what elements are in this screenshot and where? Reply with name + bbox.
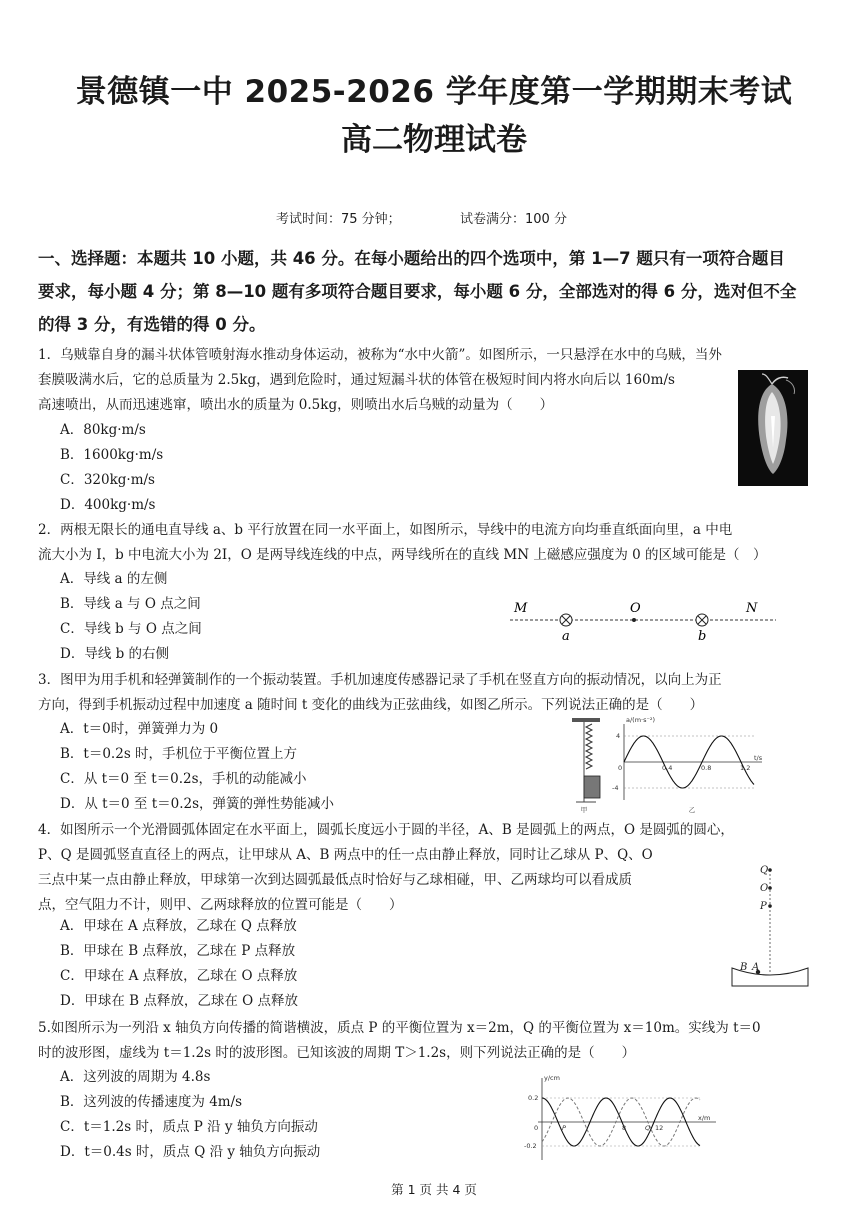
tick-y-bottom: -4 xyxy=(612,784,619,792)
question-4-options xyxy=(60,914,298,1014)
section-line: 一、选择题：本题共 10 小题，共 46 分。在每小题给出的四个选项中，第 1—7 题只有一项符合题目 xyxy=(38,249,785,268)
wave-figure xyxy=(520,1072,720,1164)
label-o: O xyxy=(630,601,641,616)
option-c: C．t＝1.2s 时，质点 P 沿 y 轴负方向振动 xyxy=(60,1119,318,1135)
wires-figure xyxy=(508,596,778,644)
squid-photo xyxy=(738,370,808,486)
spring-phone-figure xyxy=(566,716,766,814)
tick-x3: 1.2 xyxy=(740,764,751,772)
question-5-options xyxy=(60,1065,320,1165)
option-a: A．这列波的周期为 4.8s xyxy=(60,1069,211,1085)
section-line: 要求，每小题 4 分；第 8—10 题有多项符合题目要求，每小题 6 分，全部选对的得 6 分，选对但不全 xyxy=(38,282,797,301)
option-a: A．导线 a 的左侧 xyxy=(60,571,168,587)
question-3 xyxy=(38,668,722,718)
option-d: D．导线 b 的右侧 xyxy=(60,646,170,662)
label-a: a xyxy=(562,629,570,644)
tick-x1: 0.4 xyxy=(662,764,673,772)
option-c: C．从 t＝0 至 t＝0.2s，手机的动能减小 xyxy=(60,771,307,787)
question-text: 4．如图所示一个光滑圆弧体固定在水平面上，圆弧长度远小于圆的半径，A、B 是圆弧上的两点，O 是圆弧的圆心， xyxy=(38,822,734,838)
option-a: A．80kg·m/s xyxy=(60,422,146,438)
label-p: P xyxy=(562,1124,566,1132)
caption-jia: 甲 xyxy=(580,806,588,814)
caption-yi: 乙 xyxy=(688,806,696,814)
section-line: 的得 3 分，有选错的得 0 分。 xyxy=(38,315,266,334)
option-b: B．导线 a 与 O 点之间 xyxy=(60,596,201,612)
tick-y-top: 0.2 xyxy=(528,1094,539,1102)
question-3-options xyxy=(60,717,334,817)
question-1-options xyxy=(60,418,163,518)
option-c: C．320kg·m/s xyxy=(60,472,155,488)
option-d: D．t＝0.4s 时，质点 Q 沿 y 轴负方向振动 xyxy=(60,1144,321,1160)
label-n: N xyxy=(746,601,758,616)
tick-y-bottom: -0.2 xyxy=(524,1142,537,1150)
question-text: 流大小为 I，b 中电流大小为 2I，O 是两导线连线的中点，两导线所在的直线 MN 上磁感应强度为 0 的区域可能是（ ） xyxy=(38,547,767,563)
question-text: 方向，得到手机振动过程中加速度 a 随时间 t 变化的曲线为正弦曲线，如图乙所示。下列说法正确的是（ ） xyxy=(38,697,704,713)
graph-xunit: x/m xyxy=(698,1114,711,1122)
question-text: 套膜吸满水后，它的总质量为 2.5kg，遇到危险时，通过短漏斗状的体管在极短时间内将水向后以 160m/s xyxy=(38,372,675,388)
option-b: B．1600kg·m/s xyxy=(60,447,164,463)
option-b: B．甲球在 B 点释放，乙球在 P 点释放 xyxy=(60,943,296,959)
graph-ylabel: a/(m·s⁻²) xyxy=(626,716,656,724)
option-a: A．甲球在 A 点释放，乙球在 Q 点释放 xyxy=(60,918,297,934)
section-heading xyxy=(38,242,828,341)
label-o: O xyxy=(760,883,769,894)
option-d: D．甲球在 B 点释放，乙球在 O 点释放 xyxy=(60,993,298,1009)
label-p: P xyxy=(760,901,767,912)
tick-x12: 12 xyxy=(655,1124,664,1132)
question-2 xyxy=(38,518,767,568)
label-a: A xyxy=(752,962,760,973)
question-text: 1．乌贼靠自身的漏斗状体管喷射海水推动身体运动，被称为“水中火箭”。如图所示，一只悬浮在水中的乌贼，当外 xyxy=(38,347,722,363)
tick-y-top: 4 xyxy=(616,732,621,740)
label-b: B xyxy=(740,962,748,973)
label-b: b xyxy=(698,629,707,644)
exam-time: 考试时间：75 分钟； xyxy=(276,212,401,227)
question-text: P、Q 是圆弧竖直直径上的两点，让甲球从 A、B 两点中的任一点由静止释放，同时让乙球从 P、Q、O xyxy=(38,847,653,863)
question-text: 5.如图所示为一列沿 x 轴负方向传播的简谐横波，质点 P 的平衡位置为 x＝2m，Q 的平衡位置为 x＝10m。实线为 t＝0 xyxy=(38,1020,761,1036)
graph-xunit: t/s xyxy=(754,754,763,762)
tick-x2: 0.8 xyxy=(701,764,712,772)
question-text: 点，空气阻力不计，则甲、乙两球释放的位置可能是（ ） xyxy=(38,897,403,913)
wire-b-into-page-icon xyxy=(696,614,708,626)
question-text: 2．两根无限长的通电直导线 a、b 平行放置在同一水平面上，如图所示，导线中的电流方向均垂直纸面向里，a 中电 xyxy=(38,522,733,538)
option-a: A．t＝0时，弹簧弹力为 0 xyxy=(60,721,219,737)
option-d: D．从 t＝0 至 t＝0.2s，弹簧的弹性势能减小 xyxy=(60,796,335,812)
label-q: Q xyxy=(645,1124,651,1132)
option-c: C．甲球在 A 点释放，乙球在 O 点释放 xyxy=(60,968,298,984)
label-m: M xyxy=(514,601,528,616)
exam-title: 景德镇一中 2025-2026 学年度第一学期期末考试 xyxy=(75,74,793,110)
question-2-options xyxy=(60,567,202,667)
tick-origin: 0 xyxy=(534,1124,539,1132)
tick-origin: 0 xyxy=(618,764,623,772)
label-q: Q xyxy=(760,865,769,876)
arc-figure xyxy=(728,856,818,990)
graph-ylabel: y/cm xyxy=(544,1074,560,1082)
question-text: 3．图甲为用手机和轻弹簧制作的一个振动装置。手机加速度传感器记录了手机在竖直方向的振动情况，以向上为正 xyxy=(38,672,722,688)
option-b: B．这列波的传播速度为 4m/s xyxy=(60,1094,243,1110)
exam-subtitle: 高二物理试卷 xyxy=(341,122,527,158)
page-footer: 第 1 页 共 4 页 xyxy=(391,1182,477,1197)
question-text: 高速喷出，从而迅速逃窜，喷出水的质量为 0.5kg，则喷出水后乌贼的动量为（ ） xyxy=(38,397,554,413)
tick-x8: 8 xyxy=(622,1124,627,1132)
option-c: C．导线 b 与 O 点之间 xyxy=(60,621,202,637)
question-text: 三点中某一点由静止释放，甲球第一次到达圆弧最低点时恰好与乙球相碰，甲、乙两球均可以看成质 xyxy=(38,872,632,888)
option-d: D．400kg·m/s xyxy=(60,497,156,513)
wire-a-into-page-icon xyxy=(560,614,572,626)
question-5 xyxy=(38,1016,761,1066)
option-b: B．t＝0.2s 时，手机位于平衡位置上方 xyxy=(60,746,298,762)
question-4 xyxy=(38,818,734,918)
full-score: 试卷满分：100 分 xyxy=(460,212,567,227)
question-text: 时的波形图，虚线为 t＝1.2s 时的波形图。已知该波的周期 T＞1.2s，则下列说法正确的是（ ） xyxy=(38,1045,636,1061)
question-1 xyxy=(38,343,722,418)
